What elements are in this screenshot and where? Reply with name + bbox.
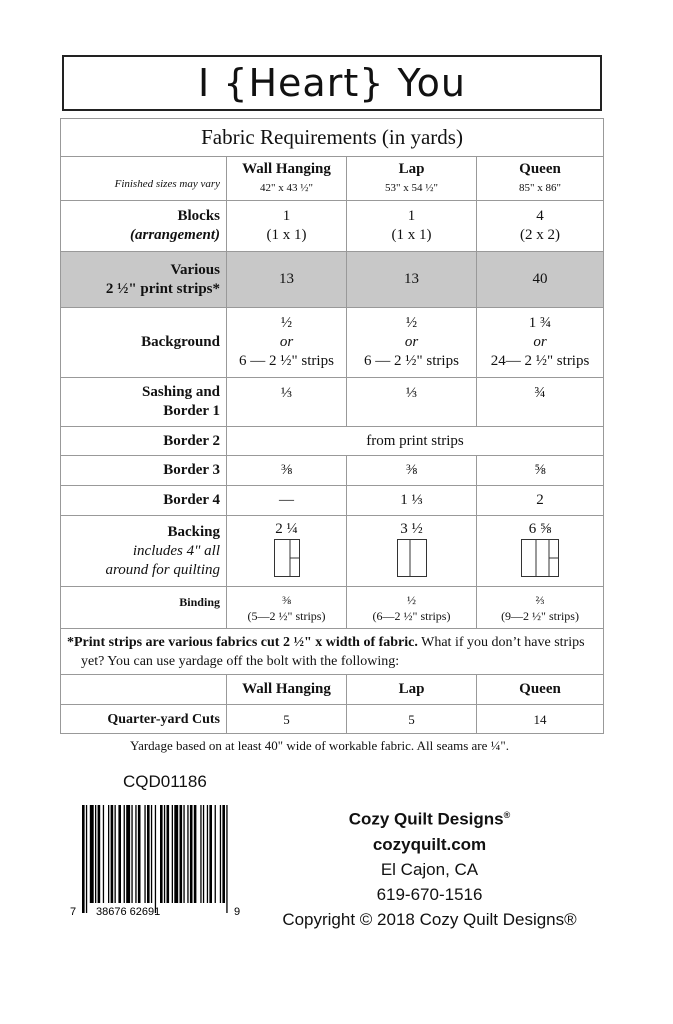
barcode-bar	[138, 805, 141, 903]
table-cell: ⅜	[347, 456, 477, 486]
table-cell: 40	[477, 252, 604, 308]
barcode-bar	[167, 805, 170, 903]
barcode-bar	[95, 805, 96, 903]
barcode-bar	[124, 805, 125, 903]
table-cell: ⅜	[227, 456, 347, 486]
company-location: El Cajon, CA	[380, 859, 479, 879]
barcode-bar	[103, 805, 104, 903]
backing-diagram-icon	[521, 539, 559, 577]
barcode-bar	[126, 805, 130, 903]
barcode-bar	[200, 805, 201, 903]
table-cell: 4 (2 x 2)	[477, 201, 604, 252]
company-info	[262, 803, 597, 932]
table-cell: 5	[347, 705, 477, 734]
table-cell: ⅓	[227, 378, 347, 427]
border3-row	[61, 456, 604, 486]
barcode-bar	[226, 805, 227, 913]
barcode-bar	[118, 805, 121, 903]
col-queen: Queen 85" x 86"	[477, 157, 604, 201]
barcode-bar	[98, 805, 101, 903]
barcode-bar	[183, 805, 184, 903]
size-header-row	[61, 157, 604, 201]
barcode-bar	[187, 805, 188, 903]
barcode-bar	[164, 805, 165, 903]
barcode-bar	[160, 805, 163, 903]
barcode-bars	[70, 805, 242, 917]
backing-diagram-icon	[397, 539, 427, 577]
table-cell: Lap	[347, 675, 477, 705]
cuts-label: Quarter-yard Cuts	[61, 705, 227, 734]
table-cell: 13	[227, 252, 347, 308]
table-cell: 3 ½	[347, 516, 477, 587]
product-code: CQD01186	[123, 772, 207, 791]
table-cell: from print strips	[227, 427, 604, 456]
barcode-bar	[115, 805, 116, 903]
table-cell: ¾	[477, 378, 604, 427]
barcode-bar	[203, 805, 204, 903]
blocks-row	[61, 201, 604, 252]
page-title: I {Heart} You	[198, 61, 466, 105]
barcode-bar	[172, 805, 173, 903]
title-box	[62, 55, 602, 111]
various-label: Various 2 ½" print strips*	[61, 252, 227, 308]
blocks-label: Blocks (arrangement)	[61, 201, 227, 252]
barcode-bar	[151, 805, 152, 903]
table-cell: ⅜ (5—2 ½" strips)	[227, 587, 347, 629]
barcode-digit-left: 7	[70, 906, 77, 917]
backing-label: Backing includes 4" all around for quilting	[61, 516, 227, 587]
cuts-row	[61, 705, 604, 734]
barcode-bar	[111, 805, 114, 903]
footnote-row	[61, 629, 604, 675]
finished-note: Finished sizes may vary	[61, 157, 227, 201]
table-cell: ½ (6—2 ½" strips)	[347, 587, 477, 629]
background-label: Background	[61, 308, 227, 378]
barcode-bar	[220, 805, 221, 903]
barcode-bar	[131, 805, 132, 903]
col-lap: Lap 53" x 54 ½"	[347, 157, 477, 201]
table-cell: 1 (1 x 1)	[227, 201, 347, 252]
table-cell: ⅝	[477, 456, 604, 486]
table-cell: 1 ¾ or 24— 2 ½" strips	[477, 308, 604, 378]
barcode-bar	[108, 805, 109, 903]
table-cell: Queen	[477, 675, 604, 705]
barcode-bar	[144, 805, 145, 903]
company-name: Cozy Quilt Designs®	[348, 809, 511, 829]
backing-row	[61, 516, 604, 587]
barcode-bar	[155, 805, 156, 913]
barcode-digits: 38676 62691	[96, 906, 161, 917]
table-caption: Fabric Requirements (in yards)	[61, 119, 604, 157]
cuts-header-row	[61, 675, 604, 705]
table-cell: 13	[347, 252, 477, 308]
table-cell: 1 (1 x 1)	[347, 201, 477, 252]
barcode-bar	[86, 805, 87, 913]
table-cell: ⅓	[347, 378, 477, 427]
binding-label: Binding	[61, 587, 227, 629]
barcode-bar	[194, 805, 197, 903]
various-strips-row	[61, 252, 604, 308]
table-cell: 1 ⅓	[347, 486, 477, 516]
table-cell: 5	[227, 705, 347, 734]
barcode-digit-right: 9	[234, 906, 241, 917]
barcode-bar	[207, 805, 208, 903]
backing-diagram-icon	[274, 539, 300, 577]
company-phone: 619-670-1516	[376, 884, 483, 904]
table-cell: 2	[477, 486, 604, 516]
border2-label: Border 2	[61, 427, 227, 456]
table-cell	[61, 675, 227, 705]
binding-row	[61, 587, 604, 629]
barcode-bar	[147, 805, 150, 903]
barcode-bar	[180, 805, 183, 903]
border2-row	[61, 427, 604, 456]
barcode-bar	[222, 805, 225, 903]
table-cell: ½ or 6 — 2 ½" strips	[227, 308, 347, 378]
company-website: cozyquilt.com	[372, 834, 487, 854]
barcode-bar	[190, 805, 193, 903]
barcode-bar	[209, 805, 212, 903]
barcode-bar	[135, 805, 136, 903]
yardage-note: Yardage based on at least 40" wide of workable fabric. All seams are ¼".	[130, 738, 509, 753]
border3-label: Border 3	[61, 456, 227, 486]
table-cell: Wall Hanging	[227, 675, 347, 705]
barcode-bar	[215, 805, 216, 903]
table-cell: 6 ⅝	[477, 516, 604, 587]
table-cell: —	[227, 486, 347, 516]
border4-row	[61, 486, 604, 516]
barcode-bar	[82, 805, 85, 913]
table-cell: 2 ¼	[227, 516, 347, 587]
barcode	[70, 805, 242, 917]
barcode-bar	[174, 805, 178, 903]
fabric-requirements-table	[60, 118, 604, 734]
sashing-row	[61, 378, 604, 427]
table-cell: 14	[477, 705, 604, 734]
copyright: Copyright © 2018 Cozy Quilt Designs®	[282, 909, 577, 929]
col-wall-hanging: Wall Hanging 42" x 43 ½"	[227, 157, 347, 201]
border4-label: Border 4	[61, 486, 227, 516]
table-cell: ½ or 6 — 2 ½" strips	[347, 308, 477, 378]
footnote: *Print strips are various fabrics cut 2 ½" x width of fabric. What if you don’t have strips yet? You can use yardage off the bolt with the following:	[61, 629, 604, 675]
sashing-label: Sashing and Border 1	[61, 378, 227, 427]
table-cell: ⅔ (9—2 ½" strips)	[477, 587, 604, 629]
barcode-bar	[90, 805, 94, 903]
background-row	[61, 308, 604, 378]
